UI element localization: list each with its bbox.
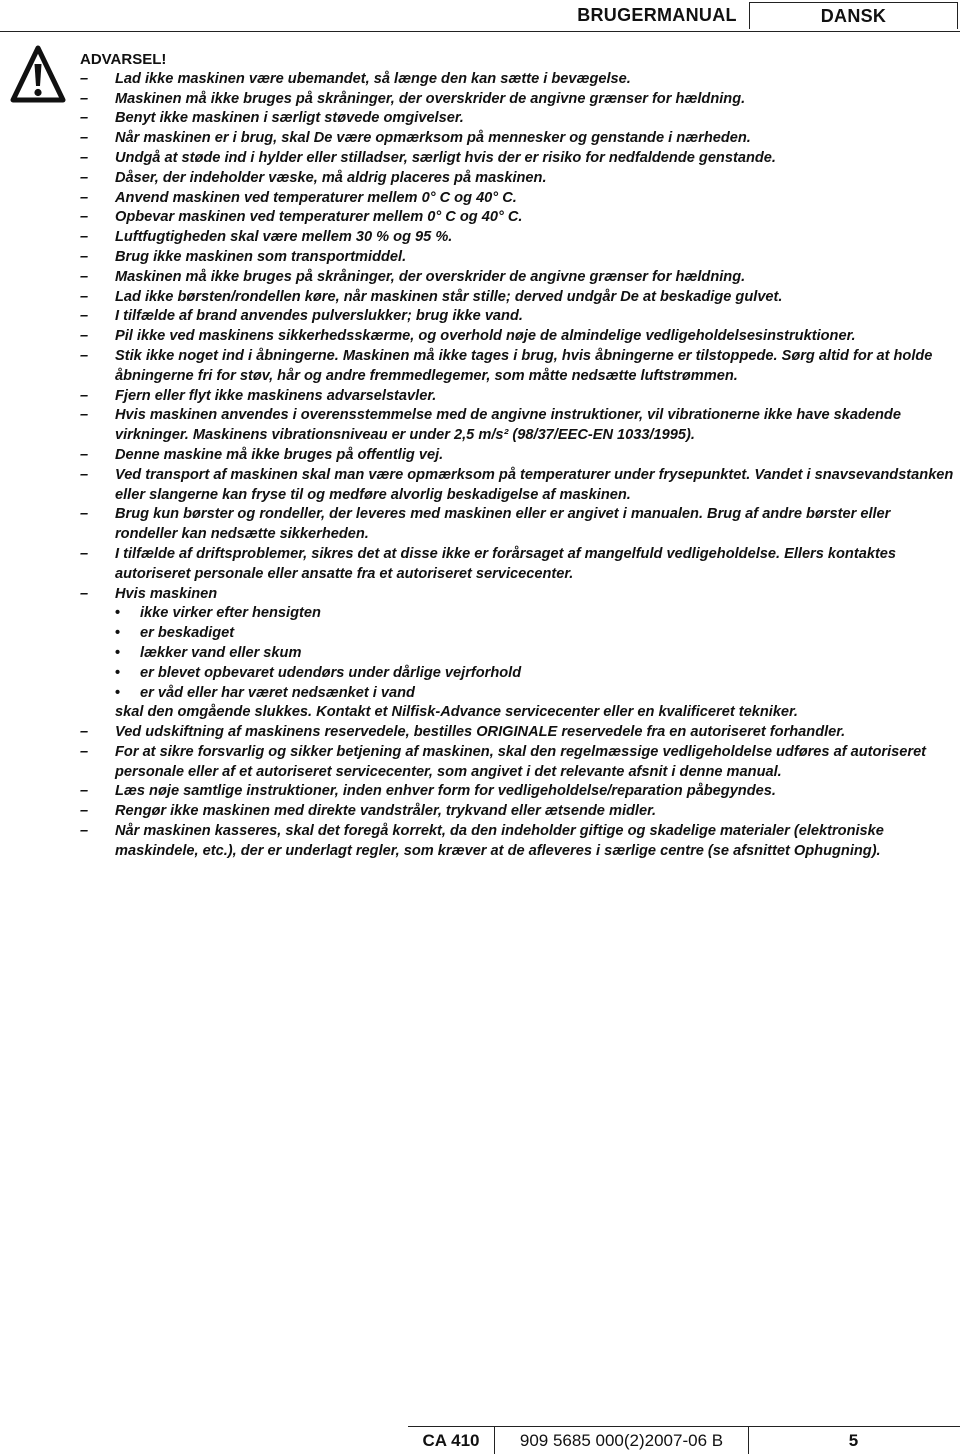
list-item: – Hvis maskinen anvendes i overensstemmelse med de angivne instruktioner, vil vibrationerne ikke have skadende virkninger. Maskinens vibrationsniveau er under 2,5 m/s² (98/37/EEC-EN 1033/1995).	[80, 407, 901, 444]
list-item: – Maskinen må ikke bruges på skråninger, der overskrider de angivne grænser for hældning.	[80, 90, 746, 107]
list-item: – Lad ikke børsten/rondellen køre, når maskinen står stille; derved undgår De at beskadige gulvet.	[80, 288, 783, 305]
page-number: 5	[848, 1431, 859, 1450]
condition-item: • ikke virker efter hensigten	[115, 605, 321, 622]
list-item: – Pil ikke ved maskinens sikkerhedsskærme, og overhold nøje de almindelige vedligeholdelsesinstruktioner.	[80, 328, 856, 345]
warning-list	[80, 70, 956, 862]
list-item: – For at sikre forsvarlig og sikker betjening af maskinen, skal den regelmæssige vedligeholdelse udføres af autoriseret personale eller af et autoriseret servicecenter, som angivet i det relevante afsnit i denne manual.	[80, 743, 927, 780]
list-item: – Rengør ikke maskinen med direkte vandstråler, trykvand eller ætsende midler.	[80, 803, 657, 820]
list-item: – Stik ikke noget ind i åbningerne. Maskinen må ikke tages i brug, hvis åbningerne er tilstoppede. Sørg altid for at holde åbningerne fri for støv, hår og andre fremmedlegemer, som måtte nedsætte luftstrømmen.	[80, 347, 933, 384]
list-item: – I tilfælde af driftsproblemer, sikres det at disse ikke er forårsaget af mangelfuld vedligeholdelse. Ellers kontaktes autoriseret personale eller ansatte fra et autoriseret servicecenter.	[80, 545, 897, 582]
list-item: – Opbevar maskinen ved temperaturer mellem 0° C og 40° C.	[80, 209, 523, 226]
warning-triangle-icon	[10, 44, 66, 106]
list-item: – Læs nøje samtlige instruktioner, inden enhver form for vedligeholdelse/reparation påbegyndes.	[80, 783, 776, 800]
document-number: 909 5685 000(2)2007-06 B	[495, 1427, 749, 1454]
list-item: – Når maskinen er i brug, skal De være opmærksom på mennesker og genstande i nærheden.	[80, 130, 751, 147]
list-item: – I tilfælde af brand anvendes pulverslukker; brug ikke vand.	[80, 308, 523, 325]
list-item: – Luftfugtigheden skal være mellem 30 % og 95 %.	[80, 229, 453, 246]
list-item: – Når maskinen kasseres, skal det foregå korrekt, da den indeholder giftige og skadelige materialer (elektroniske maskindele, etc.), der er underlagt regler, som kræver at de afleveres i særlige centre (se afsnittet Ophugning).	[80, 823, 884, 859]
condition-conclusion: skal den omgående slukkes. Kontakt et Nilfisk-Advance servicecenter eller en kvalificeret tekniker.	[115, 704, 798, 721]
list-item: – Brug kun børster og rondeller, der leveres med maskinen eller er angivet i manualen. Brug af andre børster eller rondeller kan nedsætte sikkerheden.	[80, 506, 891, 543]
list-item: – Lad ikke maskinen være ubemandet, så længe den kan sætte i bevægelse.	[80, 70, 631, 87]
list-item: – Fjern eller flyt ikke maskinens advarselstavler.	[80, 387, 437, 404]
list-item: – Ved udskiftning af maskinens reservedele, bestilles ORIGINALE reservedele fra en autoriseret forhandler.	[80, 724, 846, 741]
list-item: – Anvend maskinen ved temperaturer mellem 0° C og 40° C.	[80, 189, 517, 206]
manual-label: BRUGERMANUAL	[577, 5, 737, 25]
condition-item: • er beskadiget	[115, 625, 235, 642]
language-label: DANSK	[749, 2, 958, 29]
page-header	[0, 0, 960, 36]
warning-section	[80, 50, 956, 862]
page-footer	[0, 1424, 960, 1454]
condition-item: • lækker vand eller skum	[115, 644, 302, 661]
warning-title: ADVARSEL!	[80, 51, 167, 68]
condition-list	[115, 604, 956, 703]
list-item: – Dåser, der indeholder væske, må aldrig placeres på maskinen.	[80, 169, 547, 186]
list-item: – Undgå at støde ind i hylder eller stilladser, særligt hvis der er risiko for nedfaldende genstande.	[80, 149, 776, 166]
header-divider	[0, 31, 960, 32]
list-item-if-machine: – Hvis maskinen • ikke virker efter hensigten • er beskadiget • lækker vand eller skum • er blevet opbevaret udendørs under dårlige vejrforhold • er våd eller har været nedsænket i vand skal den omgående slukkes. Kontakt et Nilfisk-Advance servicecenter eller en kvalificeret tekniker.	[80, 585, 956, 724]
list-item: – Brug ikke maskinen som transportmiddel.	[80, 248, 407, 265]
condition-item: • er våd eller har været nedsænket i vand	[115, 684, 415, 701]
list-item: – Ved transport af maskinen skal man være opmærksom på temperaturer under frysepunktet. Vandet i snavsevandstanken eller slangerne kan fryse til og medføre alvorlig beskadigelse af maskinen.	[80, 466, 954, 503]
list-item: – Denne maskine må ikke bruges på offentlig vej.	[80, 446, 444, 463]
condition-item: • er blevet opbevaret udendørs under dårlige vejrforhold	[115, 664, 522, 681]
model-label: CA 410	[408, 1427, 495, 1454]
list-item: – Maskinen må ikke bruges på skråninger, der overskrider de angivne grænser for hældning.	[80, 268, 746, 285]
list-item: – Benyt ikke maskinen i særligt støvede omgivelser.	[80, 110, 464, 127]
